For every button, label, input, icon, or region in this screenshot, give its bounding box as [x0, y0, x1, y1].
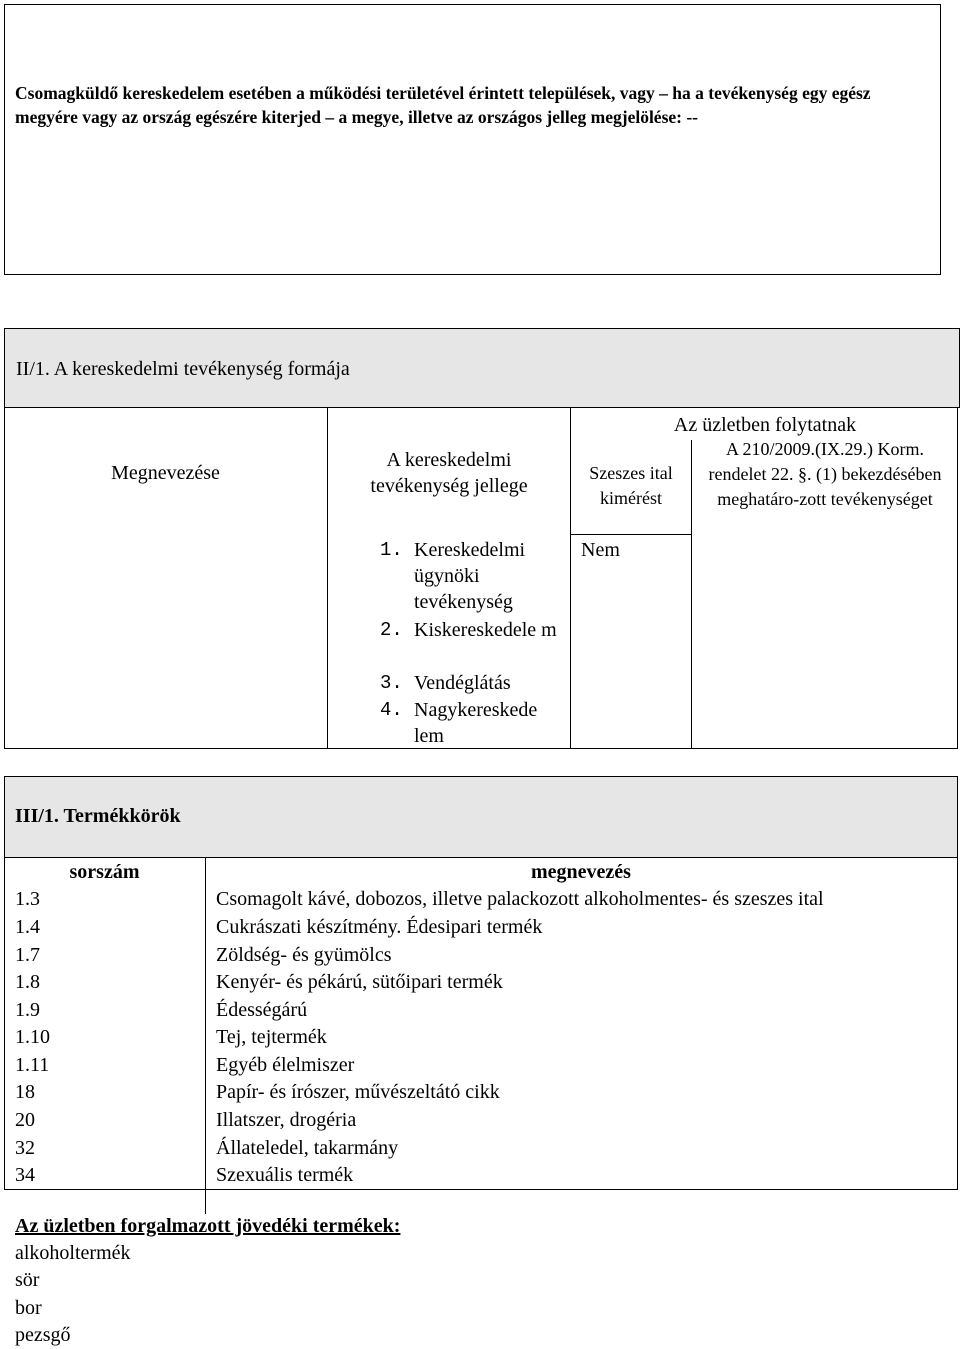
row-name: Papír- és írószer, művészeltátó cikk: [216, 1081, 500, 1103]
list-item: alkoholtermék: [15, 1242, 131, 1264]
row-id: 1.3: [15, 888, 40, 910]
row-name: Állateledel, takarmány: [216, 1137, 399, 1159]
col-id-header: sorszám: [69, 861, 140, 883]
section-2-header: [4, 328, 960, 408]
postal-trade-text: Csomagküldő kereskedelem esetében a működési területével érintett települések, vagy – ha a tevékenység egy egész megyére vagy az ország egészére kiterjed – a megye, illetve az országos jelleg megjelölése: --: [15, 83, 871, 127]
row-name: Édességárú: [216, 999, 308, 1021]
col-alcohol-header: Szeszes ital kimérést: [589, 463, 673, 508]
row-name: Zöldség- és gyümölcs: [216, 944, 392, 966]
row-id: 20: [15, 1109, 35, 1131]
row-id: 18: [15, 1081, 35, 1103]
row-id: 1.7: [15, 944, 40, 966]
row-id: 32: [15, 1137, 35, 1159]
row-name: Illatszer, drogéria: [216, 1109, 357, 1131]
row-name: Kenyér- és pékárú, sütőipari termék: [216, 971, 503, 993]
col-regulation-header: A 210/2009.(IX.29.) Korm. rendelet 22. §. (1) bekezdésében meghatáro-zott tevékenységet: [708, 439, 942, 509]
section-2-title: II/1. A kereskedelmi tevékenység formája: [16, 358, 350, 380]
excise-title: Az üzletben forgalmazott jövedéki termékek:: [15, 1215, 401, 1237]
list-item: pezsgő: [15, 1324, 71, 1346]
row-id: 1.10: [15, 1026, 50, 1048]
row-id: 1.8: [15, 971, 40, 993]
col-name-header: megnevezés: [531, 861, 631, 883]
section-3-title: III/1. Termékkörök: [15, 805, 181, 827]
col-name-header: Megnevezése: [111, 462, 220, 484]
list-item: bor: [15, 1297, 42, 1319]
row-name: Cukrászati készítmény. Édesipari termék: [216, 916, 543, 938]
row-name: Szexuális termék: [216, 1164, 354, 1186]
col-character-header: A kereskedelmi tevékenység jellege: [370, 449, 528, 497]
row-name: Tej, tejtermék: [216, 1026, 327, 1048]
row-id: 1.4: [15, 916, 40, 938]
list-item: sör: [15, 1269, 40, 1291]
group-header-operate: Az üzletben folytatnak: [673, 414, 857, 436]
row-id: 1.11: [15, 1054, 50, 1076]
row-id: 34: [15, 1164, 35, 1186]
row-name: Csomagolt kávé, dobozos, illetve palackozott alkoholmentes- és szeszes ital: [216, 888, 824, 910]
row-id: 1.9: [15, 999, 40, 1021]
postal-trade-box: [4, 4, 941, 275]
alcohol-value: Nem: [581, 539, 620, 561]
row-name: Egyéb élelmiszer: [216, 1054, 355, 1076]
section-3-header: [4, 776, 958, 858]
